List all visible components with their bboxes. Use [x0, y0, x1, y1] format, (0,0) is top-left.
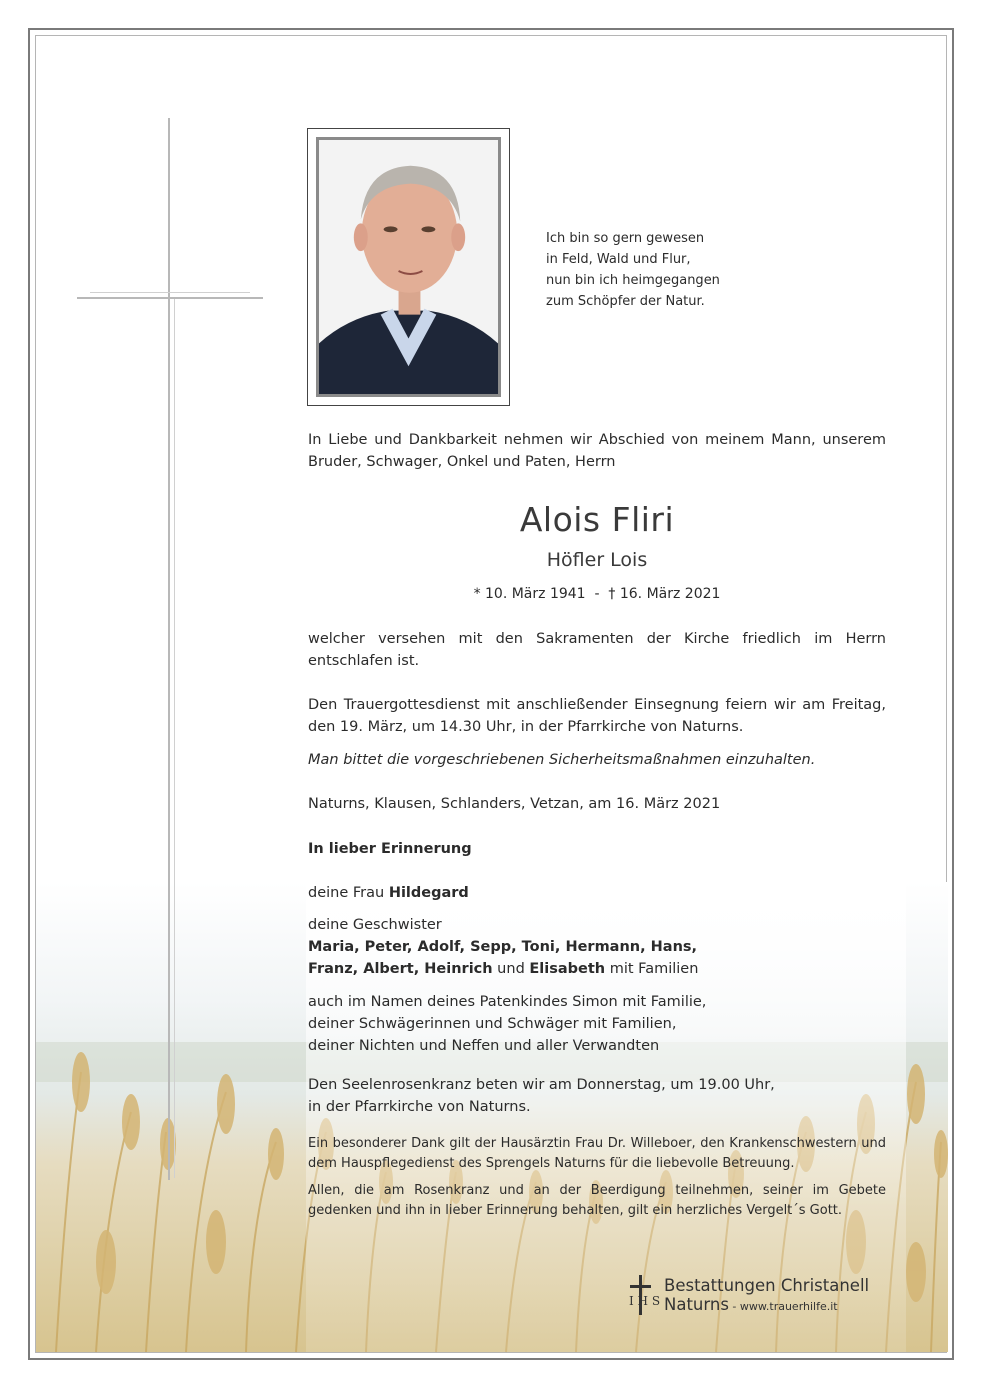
cross-horizontal-line-thin: [90, 292, 250, 293]
svg-text:I H S: I H S: [629, 1294, 661, 1308]
thanks-doctor: Ein besonderer Dank gilt der Hausärztin Frau Dr. Willeboer, den Krankenschwestern und dem Hauspflegedienst des Sprengels Naturns für die liebevolle Betreuung.: [308, 1136, 886, 1171]
rosary-line: in der Pfarrkirche von Naturns.: [308, 1099, 531, 1115]
deceased-nickname: Höfler Lois: [546, 549, 648, 571]
funeral-home-city-line: [664, 1295, 838, 1314]
rosary-block: [308, 1074, 886, 1118]
poem-line: zum Schöpfer der Natur.: [546, 294, 705, 309]
funeral-home-name: Bestattungen Christanell: [664, 1276, 870, 1295]
memory-heading: In lieber Erinnerung: [308, 841, 472, 857]
relatives-line: auch im Namen deines Patenkindes Simon mit Familie,: [308, 994, 707, 1010]
siblings-und: und: [492, 961, 530, 977]
siblings-names-line2: [308, 958, 886, 980]
funeral-home-url: - www.trauerhilfe.it: [728, 1300, 838, 1313]
siblings-suffix: mit Familien: [605, 961, 699, 977]
wife-prefix: deine Frau: [308, 885, 389, 901]
cross-vertical-line-thin: [174, 298, 175, 1178]
passing-text: welcher versehen mit den Sakramenten der Kirche friedlich im Herrn entschlafen ist.: [308, 631, 886, 669]
place-and-date: Naturns, Klausen, Schlanders, Vetzan, am 16. März 2021: [308, 796, 721, 812]
portrait-photo: [307, 128, 510, 406]
poem-line: Ich bin so gern gewesen: [546, 231, 705, 246]
siblings-names: Franz, Albert, Heinrich: [308, 961, 493, 977]
portrait-image: [319, 140, 498, 394]
funeral-service-text: Den Trauergottesdienst mit anschließender Einsegnung feiern wir am Freitag, den 19. März, um 14.30 Uhr, in der Pfarrkirche von Naturns.: [308, 697, 886, 735]
deceased-name: Alois Fliri: [519, 500, 675, 539]
relatives-block: [308, 991, 886, 1057]
life-dates: * 10. März 1941 - † 16. März 2021: [473, 586, 721, 602]
funeral-home-cross-icon: [626, 1275, 661, 1315]
rosary-line: Den Seelenrosenkranz beten wir am Donnerstag, um 19.00 Uhr,: [308, 1077, 775, 1093]
poem: [546, 228, 720, 312]
relatives-line: deiner Nichten und Neffen und aller Verwandten: [308, 1038, 660, 1054]
siblings-names-line1: Maria, Peter, Adolf, Sepp, Toni, Hermann, Hans,: [308, 939, 698, 955]
siblings-label: deine Geschwister: [308, 917, 442, 933]
wife-line: [308, 882, 886, 904]
relatives-line: deiner Schwägerinnen und Schwäger mit Familien,: [308, 1016, 677, 1032]
cross-horizontal-line: [77, 297, 263, 299]
wife-name: Hildegard: [388, 885, 469, 901]
cross-vertical-line: [168, 118, 170, 1180]
thanks-all: Allen, die am Rosenkranz und an der Beerdigung teilnehmen, seiner im Gebete gedenken und ihn in lieber Erinnerung behalten, gilt ein herzliches Vergelt´s Gott.: [308, 1183, 886, 1218]
funeral-home-city: Naturns: [664, 1295, 729, 1314]
poem-line: nun bin ich heimgegangen: [546, 273, 720, 288]
intro-text: In Liebe und Dankbarkeit nehmen wir Abschied von meinem Mann, unserem Bruder, Schwager, Onkel und Paten, Herrn: [308, 432, 886, 470]
poem-line: in Feld, Wald und Flur,: [546, 252, 691, 267]
siblings-last-name: Elisabeth: [529, 961, 606, 977]
safety-note: Man bittet die vorgeschriebenen Sicherheitsmaßnahmen einzuhalten.: [308, 752, 816, 768]
